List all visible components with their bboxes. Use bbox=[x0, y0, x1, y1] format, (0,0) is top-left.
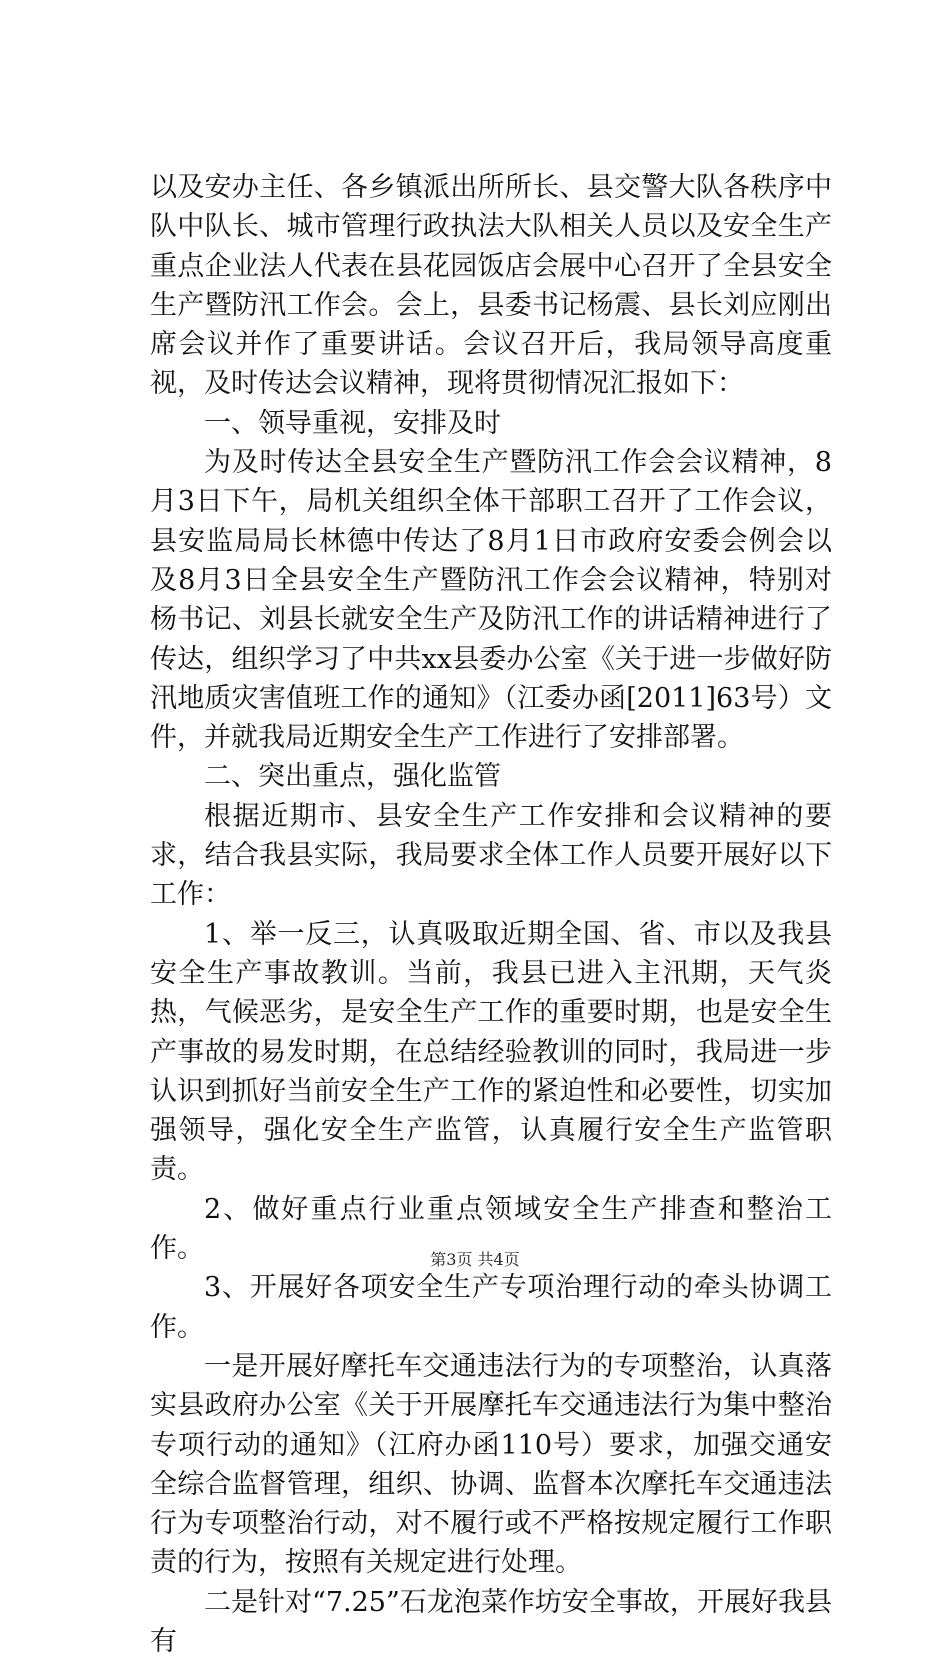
document-body bbox=[150, 168, 832, 1661]
section-heading-2: 二、突出重点，强化监管 bbox=[204, 761, 501, 793]
list-item-1: 1、举一反三，认真吸取近期全国、省、市以及我县安全生产事故教训。当前，我县已进入主汛期，天气炎热，气候恶劣，是安全生产工作的重要时期，也是安全生产事故的易发时期，在总结经验教训的同时，我局进一步认识到抓好当前安全生产工作的紧迫性和必要性，切实加强领导，强化安全生产监管，认真履行安全生产监管职责。 bbox=[150, 918, 832, 1186]
sub-item-1: 一是开展好摩托车交通违法行为的专项整治，认真落实县政府办公室《关于开展摩托车交通违法行为集中整治专项行动的通知》（江府办函110号）要求，加强交通安全综合监督管理，组织、协调、监督本次摩托车交通违法行为专项整治行动，对不履行或不严格按规定履行工作职责的行为，按照有关规定进行处理。 bbox=[150, 1350, 832, 1579]
section-heading-1: 一、领导重视，安排及时 bbox=[204, 407, 501, 439]
paragraph: 为及时传达全县安全生产暨防汛工作会会议精神，8月3日下午，局机关组织全体干部职工召开了工作会议，县安监局局长林德中传达了8月1日市政府安委会例会以及8月3日全县安全生产暨防汛工作会会议精神，特别对杨书记、刘县长就安全生产及防汛工作的讲话精神进行了传达，组织学习了中共xx县委办公室《关于进一步做好防汛地质灾害值班工作的通知》（江委办函[2011]63号）文件，并就我局近期安全生产工作进行了安排部署。 bbox=[150, 447, 832, 754]
list-item-3: 3、开展好各项安全生产专项治理行动的牵头协调工作。 bbox=[150, 1272, 832, 1343]
sub-item-2: 二是针对“7.25”石龙泡菜作坊安全事故，开展好我县有 bbox=[150, 1586, 832, 1657]
page-number-footer: 第3页 共4页 bbox=[430, 1250, 520, 1269]
paragraph-intro-continued: 以及安办主任、各乡镇派出所所长、县交警大队各秩序中队中队长、城市管理行政执法大队相关人员以及安全生产重点企业法人代表在县花园饭店会展中心召开了全县安全生产暨防汛工作会。会上，县委书记杨震、县长刘应刚出席会议并作了重要讲话。会议召开后，我局领导高度重视，及时传达会议精神，现将贯彻情况汇报如下： bbox=[150, 172, 832, 400]
paragraph: 根据近期市、县安全生产工作安排和会议精神的要求，结合我县实际，我局要求全体工作人员要开展好以下工作： bbox=[150, 800, 832, 911]
list-item-2: 2、做好重点行业重点领域安全生产排查和整治工作。 bbox=[150, 1193, 832, 1265]
